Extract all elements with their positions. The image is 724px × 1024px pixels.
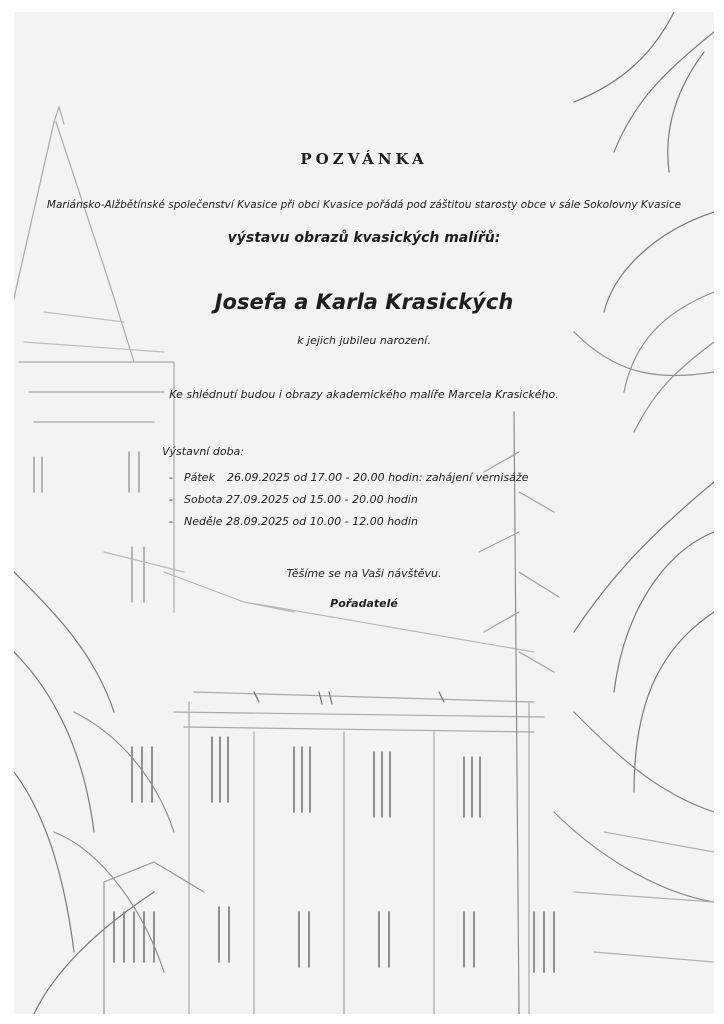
- bullet: -: [169, 471, 173, 484]
- list-item: [169, 514, 528, 536]
- exhibition-hours-list: [169, 470, 528, 536]
- bullet: -: [169, 493, 173, 506]
- hours-day: Sobota: [184, 493, 223, 506]
- list-item: [169, 492, 528, 514]
- hours-text: 27.09.2025 od 15.00 - 20.00 hodin: [225, 493, 418, 506]
- jubilee-note: k jejich jubileu narození.: [297, 334, 431, 347]
- hours-text: 28.09.2025 od 10.00 - 12.00 hodin: [226, 515, 418, 528]
- invitation-title: POZVÁNKA: [300, 150, 428, 168]
- exhibition-subtitle: výstavu obrazů kvasických malířů:: [227, 230, 501, 246]
- additional-paintings-note: Ke shlédnutí budou i obrazy akademického malíře Marcela Krasického.: [169, 388, 559, 401]
- organizers-signature: Pořadatelé: [330, 597, 398, 610]
- exhibition-hours-title: Výstavní doba:: [162, 445, 244, 458]
- main-facade: [189, 702, 529, 1014]
- hours-day: Pátek: [184, 471, 215, 484]
- hours-day: Neděle: [184, 515, 223, 528]
- painters-names: Josefa a Karla Krasických: [214, 290, 514, 314]
- bullet: -: [169, 515, 173, 528]
- invitation-page: [14, 12, 714, 1014]
- list-item: [169, 470, 528, 492]
- organizer-intro: Mariánsko-Alžbětínské společenství Kvasice při obci Kvasice pořádá pod záštitou starosty obce v sále Sokolovny Kvasice: [46, 199, 682, 211]
- welcome-note: Těšíme se na Vaši návštěvu.: [286, 567, 442, 580]
- hours-text: 26.09.2025 od 17.00 - 20.00 hodin: zahájení vernisáže: [227, 471, 529, 484]
